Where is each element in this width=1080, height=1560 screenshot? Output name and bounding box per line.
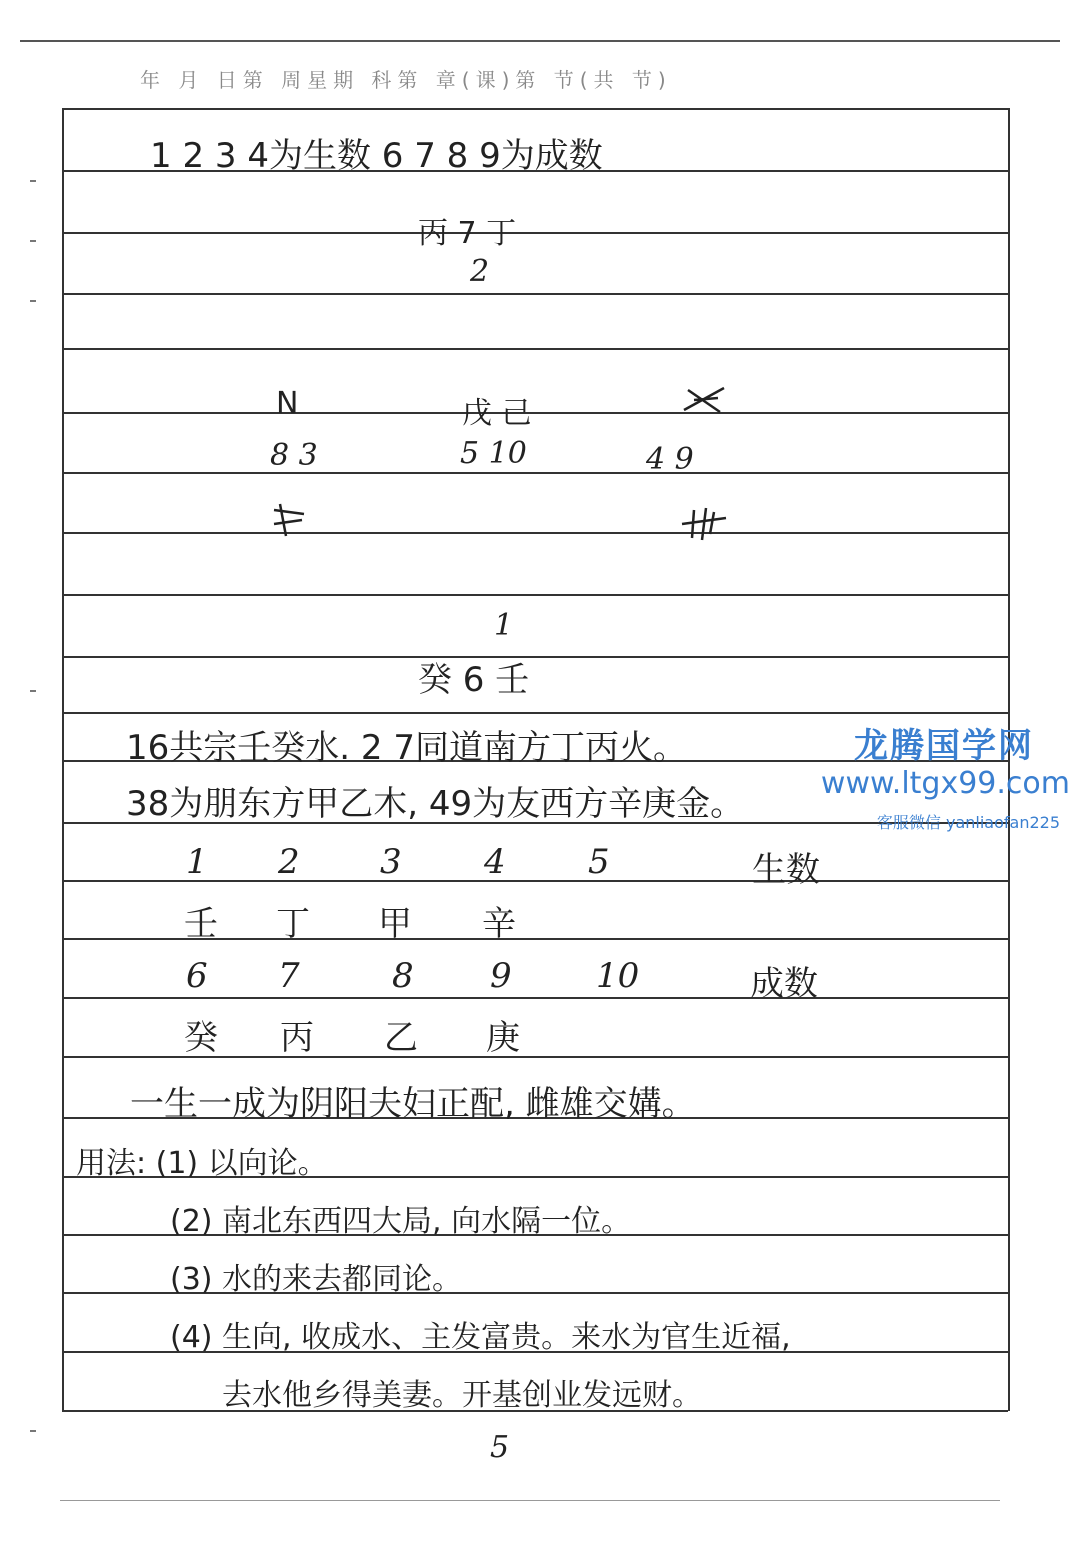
usage-4: (4) 生向, 收成水、主发富贵。来水为官生近福, [170,1320,791,1355]
line-yin-yang: 一生一成为阴阳夫妇正配, 雌雄交媾。 [130,1084,696,1124]
edge-mark [30,1430,36,1432]
cell: 庚 [486,1018,520,1058]
cell: 乙 [384,1018,418,1058]
watermark-contact: 客服微信 yanliaofan225 [876,813,1060,832]
rule-line [62,108,1008,110]
cell: 甲 [378,904,412,944]
header-rule [20,40,1060,42]
cell-label: 成数 [750,964,818,1004]
usage-3: (3) 水的来去都同论。 [170,1262,463,1297]
rule-line [62,532,1008,534]
west-numbers: 4 9 [646,442,694,477]
south-number: 2 [470,254,490,289]
cell-label: 生数 [752,850,820,890]
edge-mark [30,180,36,182]
edge-mark [30,690,36,692]
usage-2: (2) 南北东西四大局, 向水隔一位。 [170,1204,632,1239]
edge-mark [30,240,36,242]
usage-5: 去水他乡得美妻。开基创业发远财。 [222,1378,702,1413]
cell: 3 [380,842,402,882]
usage-1: 用法: (1) 以向论。 [76,1146,328,1181]
rule-line [62,712,1008,714]
header-form-row: 年 月 日第 周星期 科第 章(课)第 节(共 节) [140,68,672,92]
south-stems: 丙 7 丁 [418,216,517,251]
east-label: N [276,386,299,421]
rule-line [62,997,1008,999]
line-38-wood: 38为朋东方甲乙木, 49为友西方辛庚金。 [126,784,745,824]
crossed-out-mark [680,380,730,420]
cell: 1 [186,842,208,882]
watermark-url: www.ltgx99.com [820,766,1070,801]
rule-line [62,232,1008,234]
cell: 丁 [276,904,310,944]
cell: 9 [490,956,512,996]
rule-line [62,472,1008,474]
rule-line [62,293,1008,295]
page-number: 5 [490,1430,510,1465]
cell: 5 [588,842,610,882]
east-numbers: 8 3 [270,438,318,473]
bottom-rule [60,1500,1000,1501]
cell: 丙 [280,1018,314,1058]
cell: 癸 [184,1018,218,1058]
cell: 2 [278,842,300,882]
cell: 7 [278,956,300,996]
line-sheng-cheng-numbers: 1 2 3 4为生数 6 7 8 9为成数 [150,136,603,176]
cell: 8 [392,956,414,996]
line-16-water: 16共宗壬癸水. 2 7同道南方丁丙火。 [126,728,687,768]
cell: 10 [596,956,640,996]
edge-mark [30,300,36,302]
north-stems: 癸 6 壬 [418,660,530,700]
scribble-mark [680,504,730,544]
scribble-mark [270,500,310,540]
north-number: 1 [494,608,514,643]
rule-line [62,348,1008,350]
cell: 壬 [184,904,218,944]
cell: 6 [186,956,208,996]
watermark-brand: 龙腾国学网 [854,726,1034,766]
cell: 辛 [482,904,516,944]
rule-line [62,656,1008,658]
center-stems: 戊 己 [462,396,532,431]
cell: 4 [484,842,506,882]
rule-line [62,412,1008,414]
center-numbers: 5 10 [460,436,527,471]
rule-line [62,594,1008,596]
